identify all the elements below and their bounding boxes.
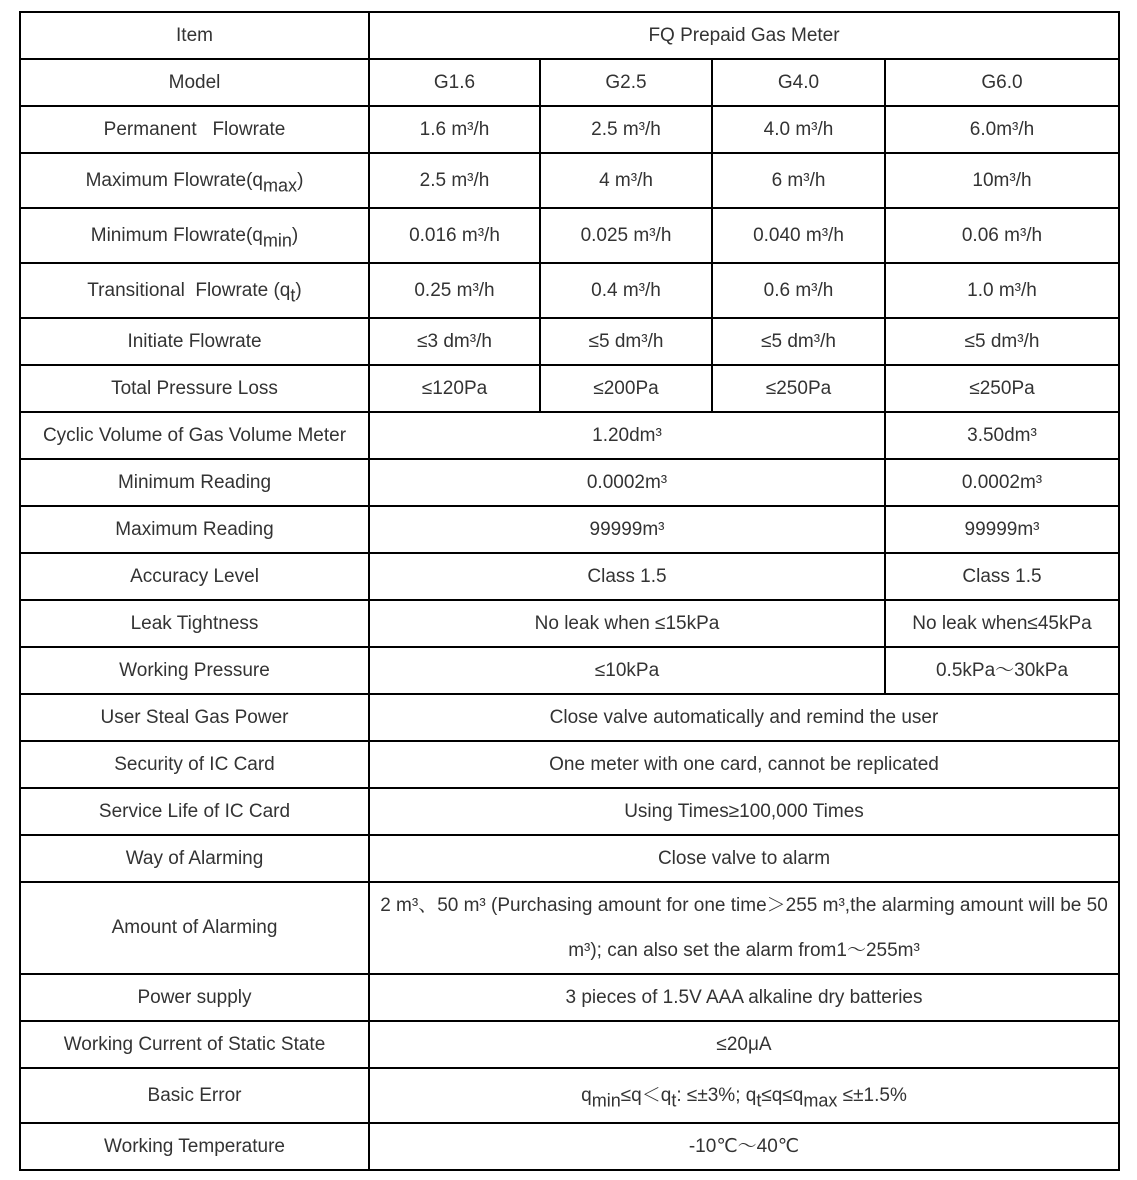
table-row-working-temperature xyxy=(20,1123,1119,1170)
item-header-cell: Item xyxy=(20,12,369,59)
row-label: Working Pressure xyxy=(20,647,369,694)
row-label: Total Pressure Loss xyxy=(20,365,369,412)
table-row-way-of-alarming xyxy=(20,835,1119,882)
table-row-total-pressure-loss xyxy=(20,365,1119,412)
table-row-transitional-flowrate xyxy=(20,263,1119,318)
label-subscript: min xyxy=(262,229,292,250)
value-cell: ≤20μA xyxy=(369,1021,1119,1068)
value-cell: 1.6 m³/h xyxy=(369,106,540,153)
value-cell: 0.4 m³/h xyxy=(540,263,712,318)
formula-subscript: min xyxy=(591,1089,621,1110)
formula-subscript: t xyxy=(756,1089,762,1110)
value-cell-large-model: 0.5kPa～30kPa xyxy=(885,647,1119,694)
table-row-accuracy-level xyxy=(20,553,1119,600)
formula-part: : ≤±3%; q xyxy=(676,1084,757,1106)
value-cell-small-models: No leak when ≤15kPa xyxy=(369,600,885,647)
value-cell: 1.0 m³/h xyxy=(885,263,1119,318)
row-label: Accuracy Level xyxy=(20,553,369,600)
value-cell-small-models: ≤10kPa xyxy=(369,647,885,694)
table-row-power-supply xyxy=(20,974,1119,1021)
value-cell: 6.0m³/h xyxy=(885,106,1119,153)
value-cell: ≤3 dm³/h xyxy=(369,318,540,365)
value-cell: 0.025 m³/h xyxy=(540,208,712,263)
row-label xyxy=(20,153,369,208)
value-cell: ≤200Pa xyxy=(540,365,712,412)
row-label: Maximum Reading xyxy=(20,506,369,553)
table-row-model xyxy=(20,59,1119,106)
table-row-minimum-flowrate xyxy=(20,208,1119,263)
value-cell-large-model: 3.50dm³ xyxy=(885,412,1119,459)
value-cell-large-model: 0.0002m³ xyxy=(885,459,1119,506)
table-row-leak-tightness xyxy=(20,600,1119,647)
value-cell: ≤250Pa xyxy=(885,365,1119,412)
value-cell-small-models: 0.0002m³ xyxy=(369,459,885,506)
formula-part: q xyxy=(581,1084,592,1106)
model-cell: G4.0 xyxy=(712,59,885,106)
value-cell: 4.0 m³/h xyxy=(712,106,885,153)
row-label: Basic Error xyxy=(20,1068,369,1123)
formula-part: ≤q＜q xyxy=(620,1084,672,1106)
formula-subscript: t xyxy=(671,1089,677,1110)
row-label: User Steal Gas Power xyxy=(20,694,369,741)
formula-part: ≤q≤q xyxy=(761,1084,804,1106)
table-row-security-ic-card xyxy=(20,741,1119,788)
model-cell: G2.5 xyxy=(540,59,712,106)
value-cell-small-models: Class 1.5 xyxy=(369,553,885,600)
product-name-cell: FQ Prepaid Gas Meter xyxy=(369,12,1119,59)
value-cell: Using Times≥100,000 Times xyxy=(369,788,1119,835)
value-cell: 6 m³/h xyxy=(712,153,885,208)
row-label xyxy=(20,263,369,318)
formula-part: ≤±1.5% xyxy=(837,1084,907,1106)
row-label xyxy=(20,208,369,263)
value-cell-small-models: 1.20dm³ xyxy=(369,412,885,459)
row-label: Power supply xyxy=(20,974,369,1021)
value-cell: 0.06 m³/h xyxy=(885,208,1119,263)
table-row-maximum-reading xyxy=(20,506,1119,553)
model-cell: G6.0 xyxy=(885,59,1119,106)
label-text: Maximum Flowrate(q xyxy=(85,169,263,191)
row-label: Initiate Flowrate xyxy=(20,318,369,365)
value-cell-large-model: Class 1.5 xyxy=(885,553,1119,600)
row-label: Model xyxy=(20,59,369,106)
label-text: Minimum Flowrate(q xyxy=(90,224,263,246)
value-cell-large-model: No leak when≤45kPa xyxy=(885,600,1119,647)
value-cell: ≤120Pa xyxy=(369,365,540,412)
value-cell: 0.25 m³/h xyxy=(369,263,540,318)
value-cell: ≤5 dm³/h xyxy=(885,318,1119,365)
value-cell: 2 m³、50 m³ (Purchasing amount for one time＞255 m³,the alarming amount will be 50 m³); can also set the alarm from1～255m³ xyxy=(369,882,1119,974)
value-cell: One meter with one card, cannot be replicated xyxy=(369,741,1119,788)
table-row-initiate-flowrate xyxy=(20,318,1119,365)
table-row-basic-error xyxy=(20,1068,1119,1123)
value-cell: 0.040 m³/h xyxy=(712,208,885,263)
gas-meter-spec-table xyxy=(19,11,1120,1171)
table-row-working-pressure xyxy=(20,647,1119,694)
row-label: Working Temperature xyxy=(20,1123,369,1170)
value-cell: 3 pieces of 1.5V AAA alkaline dry batteries xyxy=(369,974,1119,1021)
label-subscript: max xyxy=(262,174,298,195)
row-label: Leak Tightness xyxy=(20,600,369,647)
value-cell: 4 m³/h xyxy=(540,153,712,208)
label-text: Transitional Flowrate (q xyxy=(87,279,291,301)
value-cell: 10m³/h xyxy=(885,153,1119,208)
formula-subscript: max xyxy=(803,1089,838,1110)
label-text-end: ) xyxy=(297,169,304,191)
value-cell: ≤250Pa xyxy=(712,365,885,412)
row-label: Way of Alarming xyxy=(20,835,369,882)
table-row-maximum-flowrate xyxy=(20,153,1119,208)
model-cell: G1.6 xyxy=(369,59,540,106)
value-cell xyxy=(369,1068,1119,1123)
table-row-permanent-flowrate xyxy=(20,106,1119,153)
value-cell-small-models: 99999m³ xyxy=(369,506,885,553)
value-cell: 2.5 m³/h xyxy=(540,106,712,153)
value-cell: ≤5 dm³/h xyxy=(712,318,885,365)
value-cell: 0.016 m³/h xyxy=(369,208,540,263)
value-cell: ≤5 dm³/h xyxy=(540,318,712,365)
label-subscript: t xyxy=(290,284,296,305)
value-cell-large-model: 99999m³ xyxy=(885,506,1119,553)
table-row-cyclic-volume xyxy=(20,412,1119,459)
value-cell: -10℃～40℃ xyxy=(369,1123,1119,1170)
row-label: Security of IC Card xyxy=(20,741,369,788)
row-label: Minimum Reading xyxy=(20,459,369,506)
table-row-header xyxy=(20,12,1119,59)
label-text-end: ) xyxy=(295,279,302,301)
value-cell: 2.5 m³/h xyxy=(369,153,540,208)
row-label: Working Current of Static State xyxy=(20,1021,369,1068)
table-row-amount-of-alarming xyxy=(20,882,1119,974)
table-row-minimum-reading xyxy=(20,459,1119,506)
row-label: Cyclic Volume of Gas Volume Meter xyxy=(20,412,369,459)
table-row-service-life-ic-card xyxy=(20,788,1119,835)
value-cell: 0.6 m³/h xyxy=(712,263,885,318)
row-label: Permanent Flowrate xyxy=(20,106,369,153)
row-label: Amount of Alarming xyxy=(20,882,369,974)
table-row-working-current xyxy=(20,1021,1119,1068)
table-row-user-steal-gas-power xyxy=(20,694,1119,741)
value-cell: Close valve to alarm xyxy=(369,835,1119,882)
value-cell: Close valve automatically and remind the user xyxy=(369,694,1119,741)
label-text-end: ) xyxy=(291,224,299,246)
row-label: Service Life of IC Card xyxy=(20,788,369,835)
